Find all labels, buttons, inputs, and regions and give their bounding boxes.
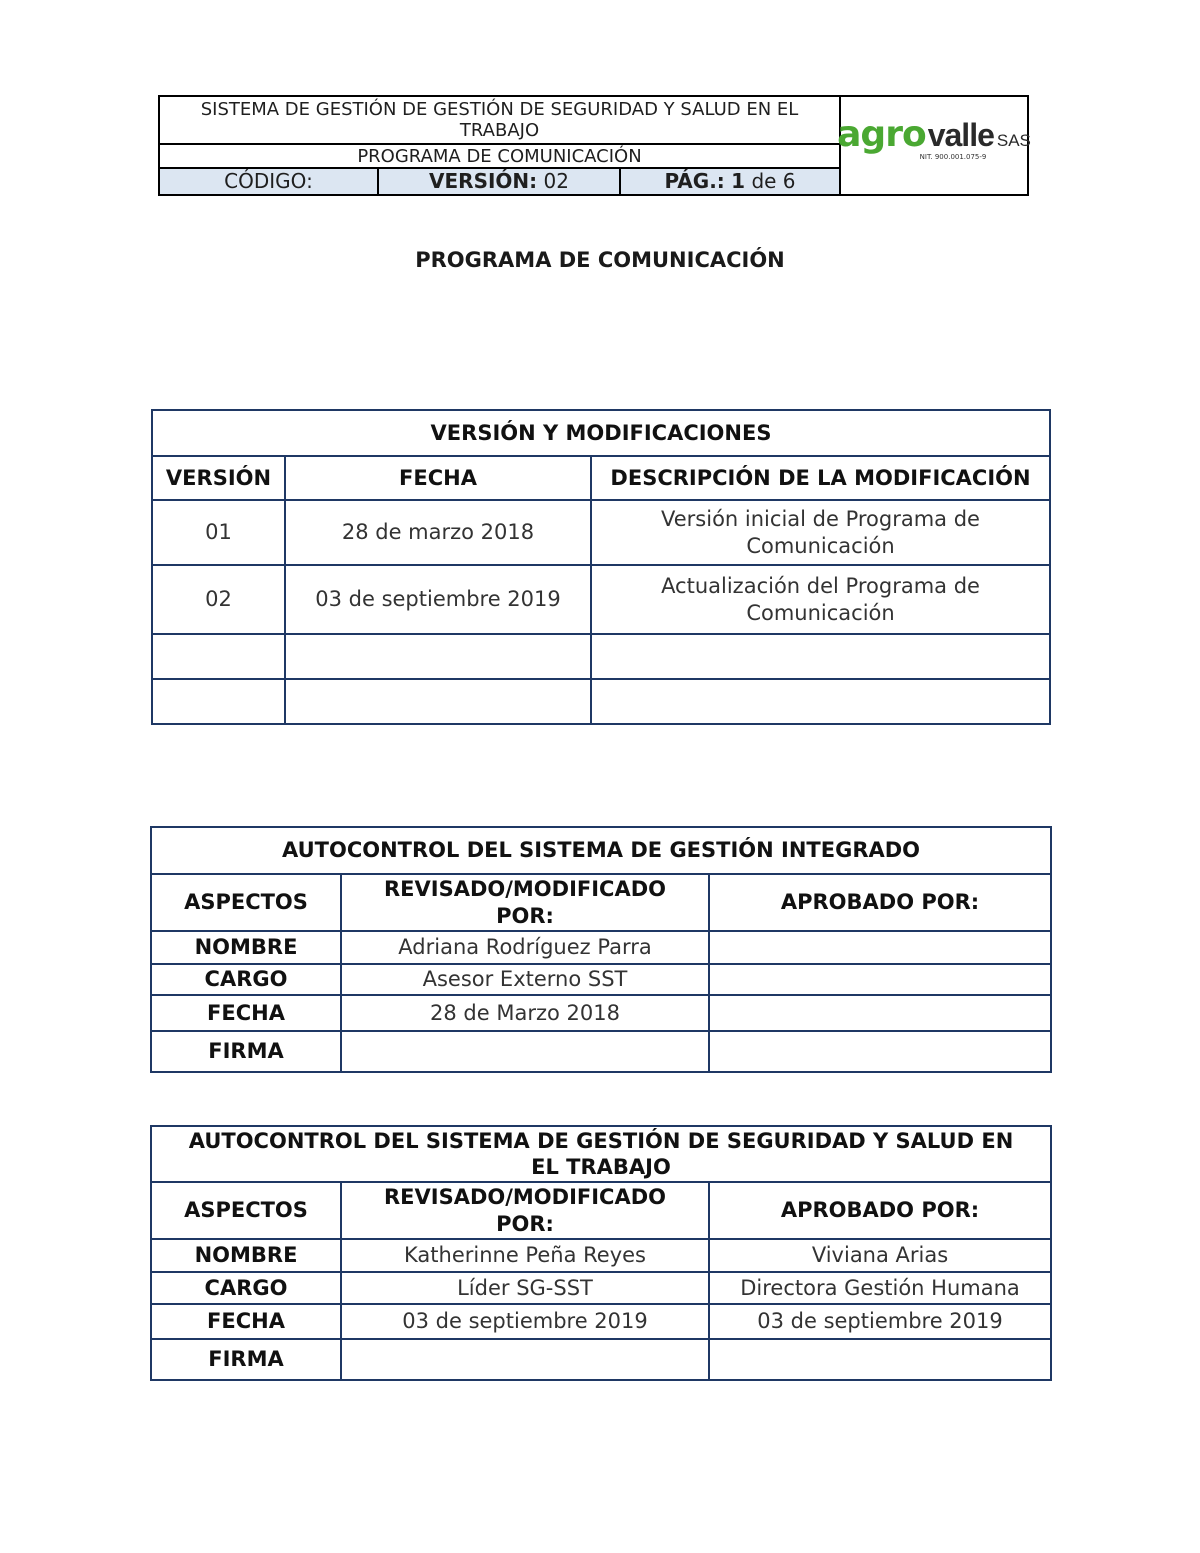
approved-by-cell	[709, 995, 1051, 1031]
version-value: 02	[543, 169, 569, 194]
table-row	[151, 995, 1051, 1031]
company-logo	[837, 96, 1031, 195]
autocontrol-integrado-heading: AUTOCONTROL DEL SISTEMA DE GESTIÓN INTEGRADO	[151, 827, 1051, 874]
reviewed-by-cell: Líder SG-SST	[341, 1272, 709, 1304]
table-row	[151, 1272, 1051, 1304]
approved-by-cell: Viviana Arias	[709, 1239, 1051, 1272]
description-cell	[591, 679, 1050, 724]
page-current: 1	[731, 169, 746, 194]
table-row	[151, 931, 1051, 964]
autocontrol-sst-table	[150, 1125, 1052, 1381]
aspect-label: CARGO	[151, 964, 341, 995]
aspect-label: FIRMA	[151, 1339, 341, 1380]
page-label: PÁG.:	[664, 169, 725, 194]
version-label: VERSIÓN:	[429, 169, 538, 194]
column-header: FECHA	[285, 456, 591, 500]
approved-by-cell	[709, 964, 1051, 995]
column-header: VERSIÓN	[152, 456, 285, 500]
program-name: PROGRAMA DE COMUNICACIÓN	[159, 144, 840, 168]
versions-table	[151, 409, 1051, 725]
version-cell: 01	[152, 500, 285, 565]
page-of: de	[751, 169, 777, 194]
column-header: APROBADO POR:	[709, 874, 1051, 931]
signature-field	[709, 1339, 1051, 1380]
aspect-label: FIRMA	[151, 1031, 341, 1072]
logo-valle-text: valle	[927, 116, 994, 153]
approved-by-cell	[709, 931, 1051, 964]
table-row	[152, 500, 1050, 565]
versions-heading: VERSIÓN Y MODIFICACIONES	[152, 410, 1050, 456]
column-header: REVISADO/MODIFICADO POR:	[341, 874, 709, 931]
table-row	[152, 634, 1050, 679]
description-cell	[591, 634, 1050, 679]
description-cell: Actualización del Programa de Comunicación	[591, 565, 1050, 634]
reviewed-by-cell: Asesor Externo SST	[341, 964, 709, 995]
autocontrol-integrado-table	[150, 826, 1052, 1073]
table-row	[151, 1239, 1051, 1272]
reviewed-by-cell: 28 de Marzo 2018	[341, 995, 709, 1031]
version-cell	[152, 634, 285, 679]
column-header: ASPECTOS	[151, 1182, 341, 1239]
approved-by-cell: Directora Gestión Humana	[709, 1272, 1051, 1304]
aspect-label: CARGO	[151, 1272, 341, 1304]
codigo-cell	[159, 168, 378, 195]
table-row	[151, 1339, 1051, 1380]
table-row	[151, 964, 1051, 995]
page-title: PROGRAMA DE COMUNICACIÓN	[415, 248, 785, 272]
table-row	[152, 565, 1050, 634]
version-cell: 02	[152, 565, 285, 634]
page-total: 6	[782, 169, 796, 194]
date-cell	[285, 679, 591, 724]
signature-field	[709, 1031, 1051, 1072]
signature-field	[341, 1339, 709, 1380]
reviewed-by-cell: 03 de septiembre 2019	[341, 1304, 709, 1339]
signature-field	[341, 1031, 709, 1072]
logo-sas-text: SAS	[996, 130, 1031, 150]
date-cell: 03 de septiembre 2019	[285, 565, 591, 634]
column-header: REVISADO/MODIFICADO POR:	[341, 1182, 709, 1239]
reviewed-by-cell: Adriana Rodríguez Parra	[341, 931, 709, 964]
table-row	[152, 679, 1050, 724]
aspect-label: NOMBRE	[151, 931, 341, 964]
aspect-label: FECHA	[151, 995, 341, 1031]
table-row	[151, 1304, 1051, 1339]
system-title: SISTEMA DE GESTIÓN DE GESTIÓN DE SEGURIDAD Y SALUD EN EL TRABAJO	[159, 96, 840, 144]
codigo-label: CÓDIGO:	[224, 169, 313, 194]
document-header	[158, 95, 1029, 196]
column-header: ASPECTOS	[151, 874, 341, 931]
page-cell	[620, 168, 840, 195]
description-cell: Versión inicial de Programa de Comunicación	[591, 500, 1050, 565]
version-cell	[152, 679, 285, 724]
column-header: APROBADO POR:	[709, 1182, 1051, 1239]
date-cell	[285, 634, 591, 679]
logo-agro-text: agro	[837, 113, 926, 155]
autocontrol-sst-heading: AUTOCONTROL DEL SISTEMA DE GESTIÓN DE SEGURIDAD Y SALUD EN EL TRABAJO	[151, 1126, 1051, 1182]
table-row	[151, 1031, 1051, 1072]
date-cell: 28 de marzo 2018	[285, 500, 591, 565]
aspect-label: FECHA	[151, 1304, 341, 1339]
version-cell	[378, 168, 620, 195]
approved-by-cell: 03 de septiembre 2019	[709, 1304, 1051, 1339]
column-header: DESCRIPCIÓN DE LA MODIFICACIÓN	[591, 456, 1050, 500]
aspect-label: NOMBRE	[151, 1239, 341, 1272]
logo-nit: NIT. 900.001.075-9	[919, 152, 987, 161]
reviewed-by-cell: Katherinne Peña Reyes	[341, 1239, 709, 1272]
